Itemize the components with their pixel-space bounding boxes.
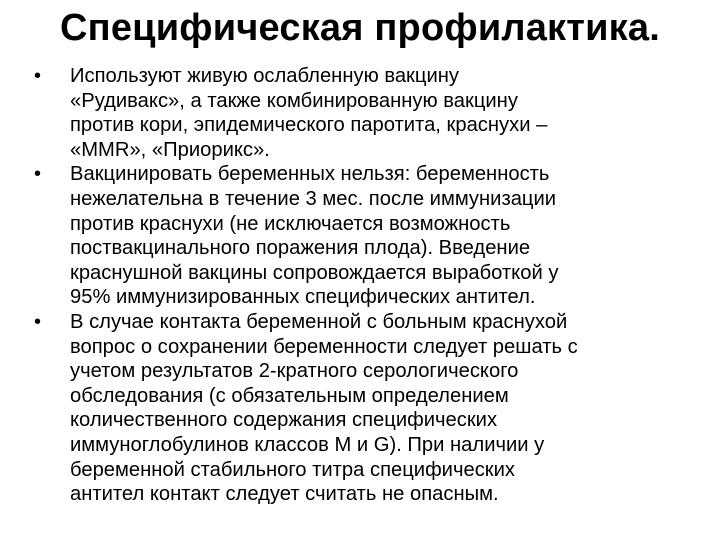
bullet-line: беременной стабильного титра специфических xyxy=(70,458,515,481)
bullet-line: обследования (с обязательным определением xyxy=(70,384,509,407)
bullet-line: вопрос о сохранении беременности следует решать с xyxy=(70,335,578,358)
bullet-marker: • xyxy=(34,163,42,186)
bullet-line: Используют живую ослабленную вакцину xyxy=(70,65,459,87)
bullet-line: против краснухи (не исключается возможность xyxy=(70,212,511,235)
bullet-marker: • xyxy=(34,65,42,87)
bullet-line: иммуноглобулинов классов М и G). При наличии у xyxy=(70,433,545,456)
bullet-line: краснушной вакцины сопровождается выработкой у xyxy=(70,261,559,284)
bullet-line: антител контакт следует считать не опасным. xyxy=(70,483,499,506)
bullet-line: количественного содержания специфических xyxy=(70,409,498,432)
bullet-item-2 xyxy=(34,162,694,310)
bullet-item-3 xyxy=(34,310,694,507)
bullet-line: нежелательна в течение 3 мес. после иммунизации xyxy=(70,187,557,210)
bullet-line: 95% иммунизированных специфических антител. xyxy=(70,286,536,309)
slide-title: Специфическая профилактика. xyxy=(60,7,660,49)
bullet-line: Вакцинировать беременных нельзя: беременность xyxy=(70,163,550,186)
bullet-line: «MMR», «Приорикс». xyxy=(70,138,270,161)
bullet-marker: • xyxy=(34,310,42,333)
bullet-line: против кори, эпидемического паротита, краснухи – xyxy=(70,114,548,137)
bullet-item-1 xyxy=(34,64,694,162)
bullet-line: учетом результатов 2-кратного серологического xyxy=(70,360,519,383)
bullet-list xyxy=(34,64,694,507)
bullet-line: поствакцинального поражения плода). Введение xyxy=(70,237,531,260)
bullet-line: В случае контакта беременной с больным краснухой xyxy=(70,310,568,333)
bullet-line: «Рудивакс», а также комбинированную вакцину xyxy=(70,89,518,112)
